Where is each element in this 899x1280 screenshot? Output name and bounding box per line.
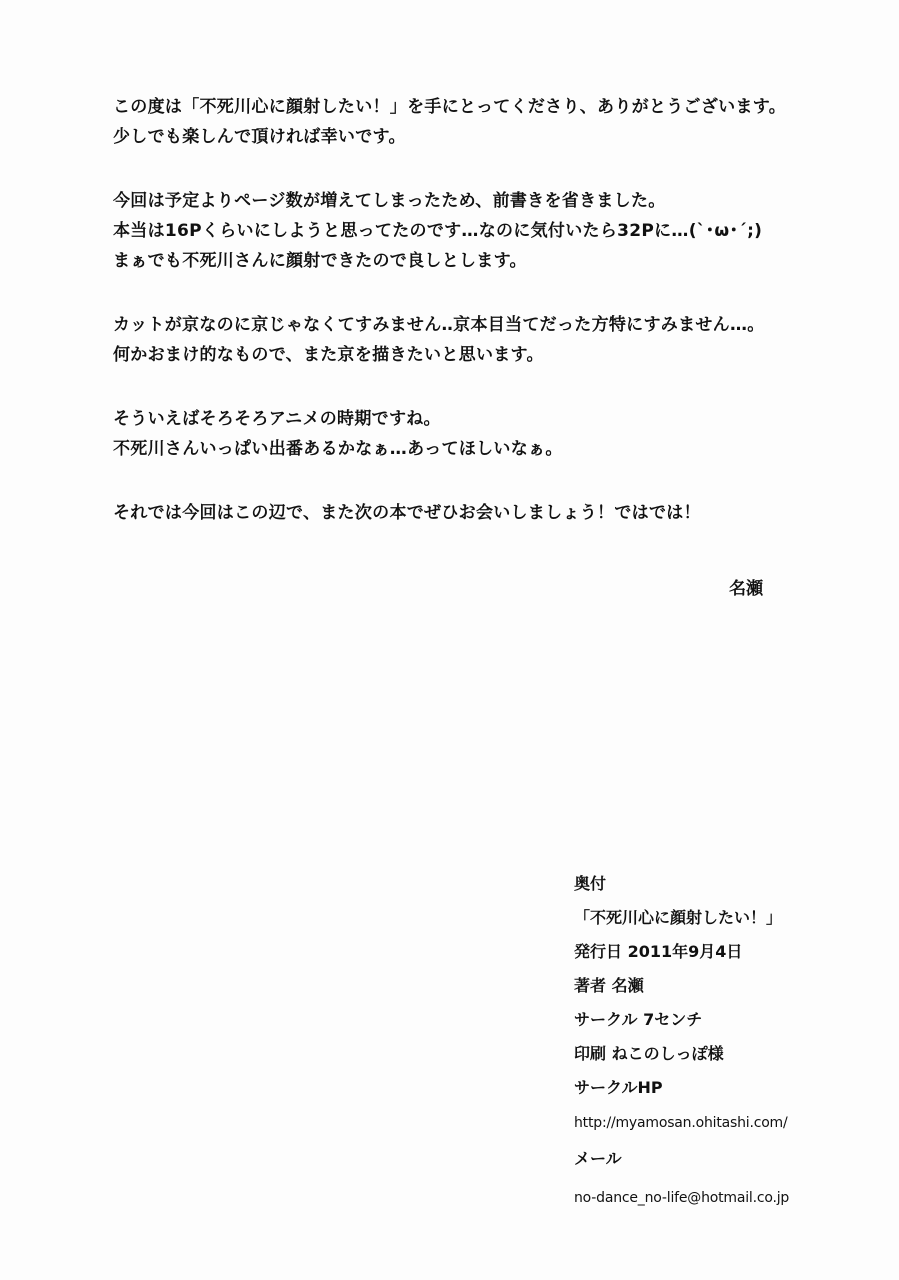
afterword-paragraph xyxy=(113,186,793,276)
afterword-paragraph xyxy=(113,404,793,464)
author-signature: 名瀬 xyxy=(729,579,763,599)
circle-hp-label: サークルHP xyxy=(574,1078,663,1097)
text-line: この度は「不死川心に顔射したい！」を手にとってくださり、ありがとうございます。 xyxy=(113,97,786,117)
text-line: 何かおまけ的なもので、また京を描きたいと思います。 xyxy=(113,345,544,365)
text-line: カットが京なのに京じゃなくてすみません‥京本目当てだった方特にすみません…。 xyxy=(113,315,765,335)
colophon-heading: 奥付 xyxy=(574,874,607,893)
mail-label: メール xyxy=(574,1149,622,1168)
circle-hp-url: http://myamosan.ohitashi.com/ xyxy=(574,1115,788,1131)
circle-name: サークル 7センチ xyxy=(574,1010,703,1029)
author-credit: 著者 名瀬 xyxy=(574,976,644,995)
mail-address: no-dance_no-life@hotmail.co.jp xyxy=(574,1190,790,1206)
afterword-paragraph xyxy=(113,498,793,528)
printer-credit: 印刷 ねこのしっぽ様 xyxy=(574,1044,724,1063)
text-line: そういえばそろそろアニメの時期ですね。 xyxy=(113,409,441,429)
colophon xyxy=(574,867,874,1219)
afterword-text xyxy=(113,92,793,528)
book-title: 「不死川心に顔射したい！」 xyxy=(574,908,783,927)
afterword-paragraph xyxy=(113,310,793,370)
text-line: それでは今回はこの辺で、また次の本でぜひお会いしましょう！ではでは！ xyxy=(113,503,701,523)
afterword-paragraph xyxy=(113,92,793,152)
text-line: 少しでも楽しんで頂ければ幸いです。 xyxy=(113,127,406,147)
text-line: 本当は16Pくらいにしようと思ってたのです…なのに気付いたら32Pに…(`･ω･´;) xyxy=(113,221,763,241)
text-line: 今回は予定よりページ数が増えてしまったため、前書きを省きました。 xyxy=(113,191,666,211)
text-line: 不死川さんいっぱい出番あるかなぁ…あってほしいなぁ。 xyxy=(113,439,563,459)
release-date: 発行日 2011年9月4日 xyxy=(574,942,743,961)
text-line: まぁでも不死川さんに顔射できたので良しとします。 xyxy=(113,251,527,271)
